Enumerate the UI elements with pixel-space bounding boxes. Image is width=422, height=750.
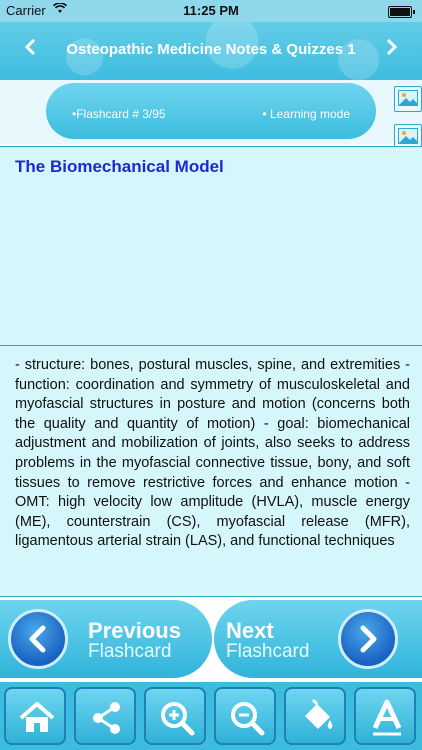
flashcard-body-panel [0,346,422,597]
home-button[interactable] [4,687,66,745]
flashcard-counter: •Flashcard # 3/95 [72,107,166,121]
flashcard-title: The Biomechanical Model [15,157,224,176]
next-label [226,620,309,661]
theme-color-button[interactable] [284,687,346,745]
zoom-out-button[interactable] [214,687,276,745]
bottom-toolbar [0,682,422,750]
font-size-button[interactable] [354,687,416,745]
learning-mode-label: • Learning mode [262,107,350,121]
next-label-line1: Next [226,618,274,643]
status-bar [0,0,422,22]
forward-chevron-icon[interactable] [378,36,406,62]
status-time: 11:25 PM [183,3,239,18]
info-band [0,80,422,144]
flashcard-info-pill [46,83,376,139]
image-icon[interactable] [394,86,422,112]
flashcard-navigation [0,598,422,682]
previous-label-line2: Flashcard [88,641,172,662]
flashcard-body-text: - structure: bones, postural muscles, spine, and extremities - function: coordination and symmetry of musculoskeletal and myofascial structures in posture and motion (concerns both the quality and quantity of motion) - goal: biomechanical adjustment and mobilization of joints, also seeks to address problems in the myofascial connective tissue, bony, and soft tissues to remove restrictive forces and enhance motion - OMT: high velocity low amplitude (HVLA), muscle energy (ME), counterstrain (CS), myofascial release (MFR), ligamentous arterial strain (LAS), and functional techniques [15,357,410,550]
page-title: Osteopathic Medicine Notes & Quizzes 1 [66,41,356,58]
next-flashcard-button[interactable] [214,600,422,678]
share-button[interactable] [74,687,136,745]
chevron-right-icon [338,609,398,669]
next-label-line2: Flashcard [226,641,310,662]
battery-icon [388,6,412,18]
flashcard-title-panel [0,146,422,346]
zoom-in-button[interactable] [144,687,206,745]
previous-flashcard-button[interactable] [0,600,212,678]
carrier-label: Carrier [6,3,46,18]
navigation-bar [0,22,422,80]
previous-label-line1: Previous [88,618,181,643]
previous-label [88,620,181,661]
chevron-left-icon [8,609,68,669]
